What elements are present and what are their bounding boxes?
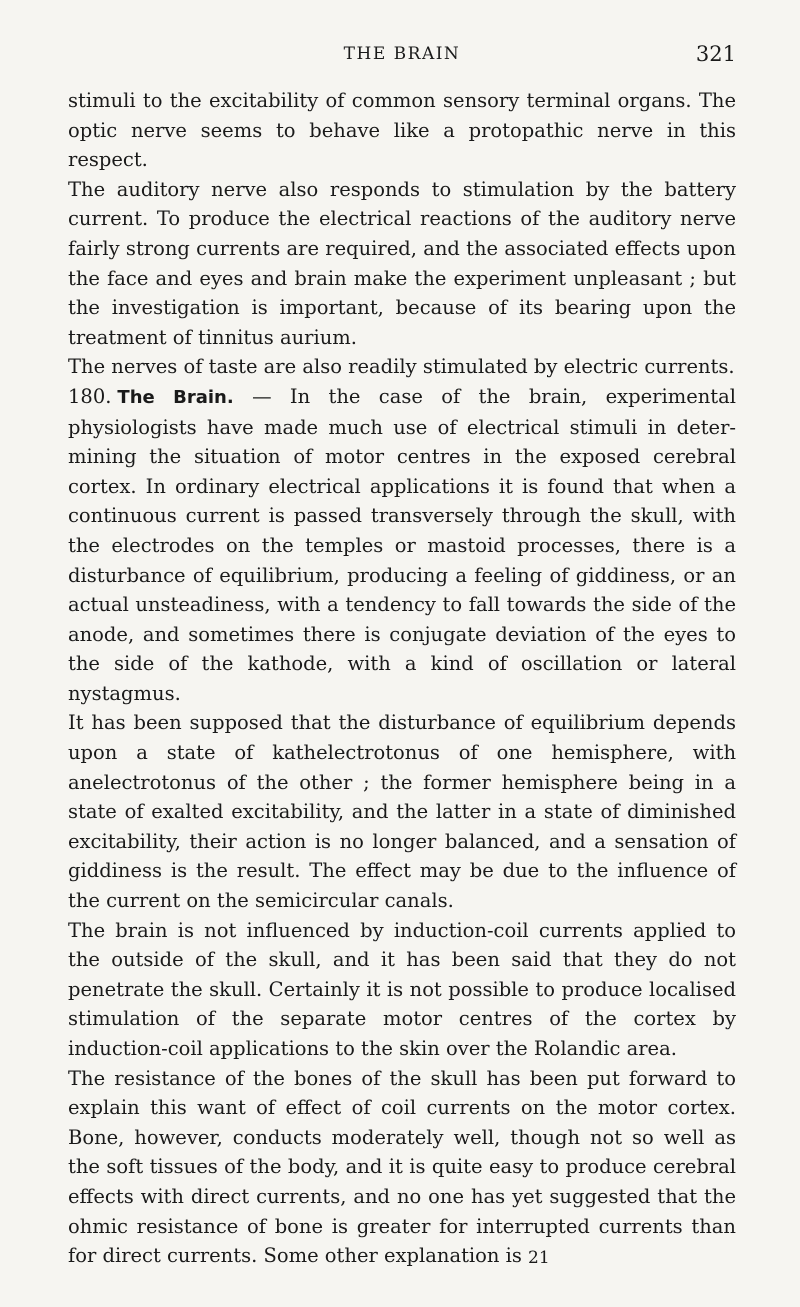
paragraph: The nerves of taste are also readily stimulated by electric currents.	[68, 355, 735, 379]
page-header	[68, 38, 736, 78]
paragraph: The resistance of the bones of the skull has been put forward to explain this want of effect of coil currents on the motor cortex. Bone, however, conducts moderately well, though not so well as the soft tissues of the body, and it is quite easy to produce cerebral effects with direct currents, and no one has yet suggested that the ohmic resistance of bone is greater for interrupted currents than for direct currents. Some other explanation is	[68, 1066, 736, 1268]
section-paragraph	[68, 382, 736, 709]
paragraph: The brain is not influenced by induction-coil currents applied to the outside of the skull, and it has been said that they do not penetrate the skull. Certainly it is not possible to produce localised stimulation of the separate motor centres of the cortex by induction-coil applications to the skin over the Rolandic area.	[68, 918, 736, 1060]
section-number: 180.	[68, 384, 112, 408]
paragraph: It has been supposed that the disturbance of equilibrium depends upon a state of kathelectrotonus of one hemisphere, with anelectrotonus of the other ; the former hemisphere being in a state of exalted excitability, and the latter in a state of diminished excitability, their action is no longer balanced, and a sensation of giddiness is the result. The effect may be due to the influence of the current on the semicircular canals.	[68, 711, 736, 913]
section-text: — In the case of the brain, experimental physiologists have made much use of electrical stimuli in deter-mining the situation of motor centres in the exposed cerebral cortex. In ordinary electrical applications it is found that when a continuous current is passed transversely through the skull, with the electrodes on the temples or mastoid processes, there is a disturbance of equilibrium, producing a feeling of giddiness, or an actual unsteadiness, with a tendency to fall towards the side of the anode, and sometimes there is conjugate deviation of the eyes to the side of the kathode, with a kind of oscillation or lateral nystagmus.	[68, 384, 736, 705]
paragraph: stimuli to the excitability of common sensory terminal organs. The optic nerve seems to behave like a protopathic nerve in this respect.	[68, 89, 736, 172]
section-title: The Brain.	[117, 386, 234, 408]
paragraph: The auditory nerve also responds to stimulation by the battery current. To produce the electrical reactions of the auditory nerve fairly strong currents are required, and the associated effects upon the face and eyes and brain make the experiment unpleasant ; but the investigation is important, because of its bearing upon the treatment of tinnitus aurium.	[68, 177, 736, 349]
page-number: 321	[695, 42, 736, 66]
signature-mark: 21	[528, 1248, 550, 1268]
running-title: THE BRAIN	[343, 44, 461, 64]
body-text	[68, 86, 736, 1271]
